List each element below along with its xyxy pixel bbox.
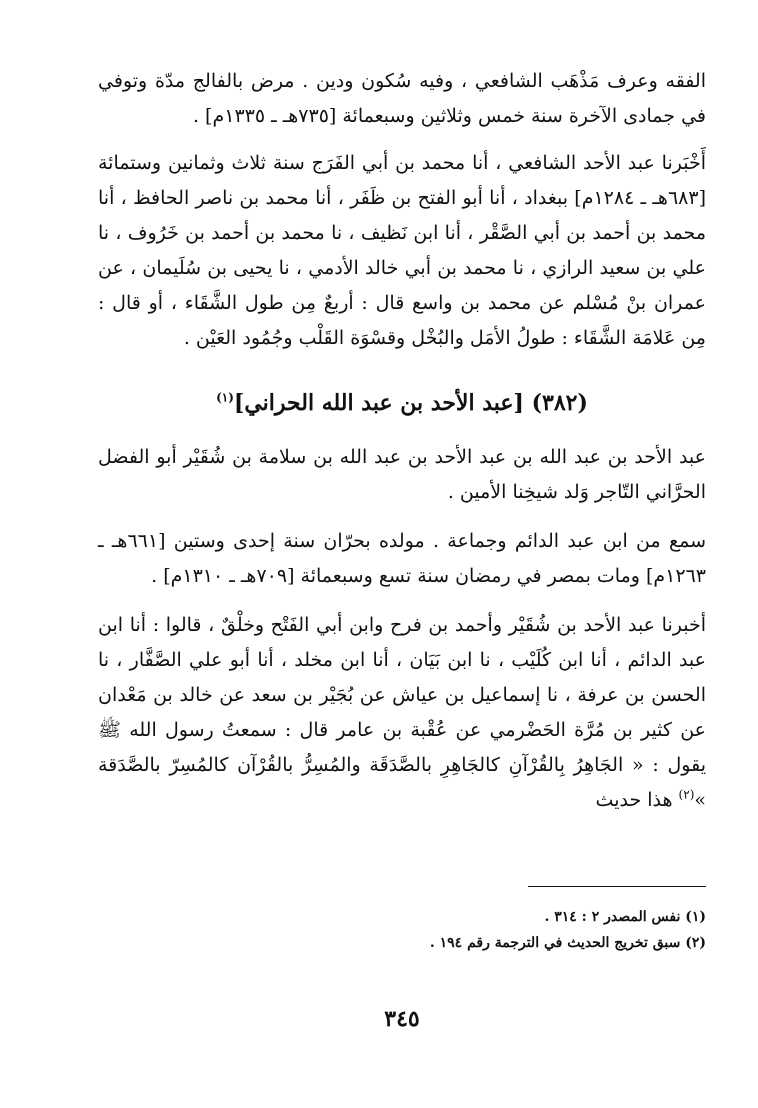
paragraph-biography-end: الفقه وعرف مَذْهَب الشافعي ، وفيه سُكون ودين . مرض بالفالج مدّة وتوفي في جمادى الآخرة سنة خمس وثلاثين وسبعمائة [٧٣٥هـ ـ ١٣٣٥م] . (98, 70, 706, 127)
book-page (98, 64, 706, 1068)
footnote-1: (١) نفس المصدر ٢ : ٣١٤ . (544, 909, 706, 925)
entry-heading (98, 388, 706, 418)
footnote-divider (528, 886, 706, 887)
paragraph-birth-death: سمع من ابن عبد الدائم وجماعة . مولده بحرّان سنة إحدى وستين [٦٦١هـ ـ ١٢٦٣م] ومات بمصر في رمضان سنة تسع وسبعمائة [٧٠٩هـ ـ ١٣١٠م] . (98, 530, 706, 587)
hadith-text: أخبرنا عبد الأحد بن شُقَيْر وأحمد بن فرح وابن أبي الفَتْح وخلْقٌ ، قالوا : أنا ابن عبد الدائم ، أنا ابن كُلَيْب ، نا ابن بَيَان ، أنا ابن مخلد ، أنا أبو علي الصَّفَّار ، نا الحسن بن عرفة ، نا إسماعيل بن عياش عن بُجَيْر بن سعد عن خالد بن مَعْدان عن كثير بن مُرَّة الحَضْرمي عن عُقْبة بن عامر قال : سمعتُ رسول الله ﷺ يقول : « الجَاهِرُ بِالقُرْآنِ كالجَاهِرِ بالصَّدَقَة والمُسِرُّ بالقُرْآن كالمُسِرّ بالصَّدَقة » (98, 614, 706, 811)
footnotes (98, 904, 706, 956)
page-number: ٣٤٥ (384, 1006, 420, 1032)
paragraph-hadith-chain-1: أَخْبَرنا عبد الأحد الشافعي ، أنا محمد بن أبي الفَرَج سنة ثلاث وثمانين وستمائة [٦٨٣هـ ـ ١٢٨٤م] ببغداد ، أنا أبو الفتح بن ظَفَر ، أنا محمد بن ناصر الحافظ ، أنا محمد بن أحمد بن أبي الصَّقْر ، أنا ابن نَظيف ، نا محمد بن أحمد بن خَرُوف ، نا علي بن سعيد الرازي ، نا محمد بن أبي خالد الأدمي ، نا يحيى بن سُلَيمان ، عن عمران بنْ مُسْلم عن محمد بن واسع قال : أربعٌ مِن طول الشَّقَاء ، أو قال : مِن عَلامَة الشَّقَاء : طولُ الأمَل والبُخْل وقسْوَة القَلْب وجُمُود العَيْن . (98, 152, 707, 349)
footnote-2: (٢) سبق تخريج الحديث في الترجمة رقم ١٩٤ . (429, 935, 706, 951)
paragraph-name-lineage: عبد الأحد بن عبد الله بن عبد الأحد بن عبد الله بن سلامة بن شُقَيْر أبو الفضل الحرَّاني التّاجر وَلد شيخِنا الأمين . (98, 446, 706, 503)
footnote-ref-1: (١) (216, 390, 234, 405)
footnote-ref-2: (٢) (678, 787, 695, 802)
hadith-continuation: هذا حديث (595, 789, 679, 811)
paragraph-hadith-chain-2 (98, 608, 706, 818)
entry-title: (٣٨٢) [عبد الأحد بن عبد الله الحراني] (233, 390, 588, 416)
